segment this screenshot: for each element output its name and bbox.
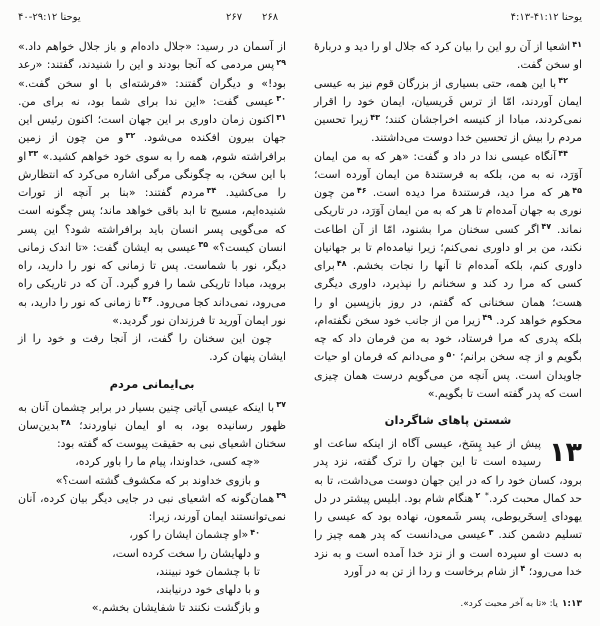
para-john-13-1-4: ۱۳ پیش از عید پِسَخ، عیسی آگاه از اینکه ساعت او رسیده است تا این جهان را ترک گفته، نزد پدر برود، کسان خود را که در این جهان دوست می‌داشت، تا به حد کمال محبت کرد.* $^۲$هنگام شام بود. ابلیس پیشتر در دل یهودای اِسخَریوطی، پسر شَمعون، نهاده بود که عیسی را تسلیم دشمن کند. $^۳$عیسی می‌دانست که پدر همه چیز را به دست او سپرده است و از نزد خدا آمده است و به نزد خدا می‌رود؛ $^۴$از شام برخاست و ردا از تن به در آورد	[314, 437, 583, 578]
chapter-number-dropcap: ۱۳	[549, 437, 582, 469]
verse-number: ۴۴	[558, 149, 568, 158]
footnote-13-1	[314, 597, 582, 612]
footnote-reference: ۱۳:‏۱	[561, 599, 582, 610]
verse-number: ۲۹	[276, 57, 286, 67]
verse-number: ۴۱	[572, 39, 582, 49]
verse-number: ۴۷	[541, 222, 552, 231]
verse-number: ۴۵	[572, 185, 582, 195]
verse-number: ۳۶	[142, 295, 153, 304]
running-head-left-ref: یوحنا ۱۲:‏۲۹-‏۴۰	[18, 12, 81, 23]
para-john-12-41: $^{۴۱}$اشعیا از آن رو این را بیان کرد که جلال او را دید و دربارهٔ او سخن گفت.	[314, 39, 582, 72]
para-john-12-28-36: از آسمان در رسید: «جلال داده‌ام و باز جلال خواهم داد.» $^{۲۹}$پس مردمی که آنجا بودند و این را شنیدند، گفتند: «رعد بود!» و دیگران گفتند: «فرشته‌ای با او سخن گفت.» $^{۳۰}$عیسی گفت: «این ندا برای شما بود، نه برای من. $^{۳۱}$اکنون زمان داوری بر این جهان است؛ اکنون رئیس این جهان بیرون افکنده می‌شود. $^{۳۲}$و من چون از زمین برافراشته شوم، همه را به سوی خود خواهم کشید.» $^{۳۳}$او با این سخن، به چگونگی مرگی اشاره می‌کرد که انتظارش را می‌کشید. $^{۳۴}$مردم گفتند: «بنا بر آنچه از تورات شنیده‌ایم، مسیح تا ابد باقی خواهد ماند؛ پس چگونه است که می‌گویی پسر انسان باید برافراشته شود؟ این پسر انسان کیست؟» $^{۳۵}$عیسی به ایشان گفت: «تا اندک زمانی دیگر، نور با شماست. پس تا زمانی که نور را دارید، راه بروید، مبادا تاریکی شما را فرو گیرد. آن که در تاریکی راه می‌رود، نمی‌داند کجا می‌رود. $^{۳۶}$تا زمانی که نور را دارید، به نور ایمان آورید تا فرزندان نور گردید.»	[18, 40, 287, 327]
verse-number: ۴۳	[370, 112, 380, 122]
verse-number: ۴۰	[250, 527, 260, 537]
poetry-line: و با دلهای خود درنیابند،	[155, 583, 260, 597]
verse-number: ۴۹	[482, 313, 493, 323]
page-268	[314, 38, 582, 618]
verse-number: ۳۷	[276, 400, 286, 410]
poetry-line: و دلهایشان را سخت کرده است،	[112, 546, 260, 560]
para-john-12-44-50: $^{۴۴}$آنگاه عیسی ندا در داد و گفت: «هر که به من ایمان آوَرَد، نه به من، بلکه به فرستندهٔ من ایمان آورده است؛ $^{۴۵}$هر که مرا دید، فرستندهٔ مرا دیده است. $^{۴۶}$من چون نوری به جهان آمده‌ام تا هر که به من ایمان آوَرَد، در تاریکی نماند. $^{۴۷}$اگر کسی سخنان مرا بشنود، امّا از آن اطاعت نکند، من بر او داوری نمی‌کنم؛ زیرا نیامده‌ام تا بر جهانیان داوری کنم، بلکه آمده‌ام تا آنها را نجات بخشم. $^{۴۸}$برای کسی که مرا رد کند و سخنانم را نپذیرد، داوری دیگری هست؛ همان سخنانی که گفتم، در روز بازپسین او را محکوم خواهد کرد. $^{۴۹}$زیرا من از جانب خود سخن نگفته‌ام، بلکه پدری که مرا فرستاد، خود به من فرمان داد که چه بگویم و از چه سخن برانم؛ $^{۵۰}$و می‌دانم که فرمان او حیات جاویدان است. پس آنچه من می‌گویم درست همان چیزی است که پدر گفته است تا بگویم.»	[314, 149, 583, 400]
poetry-line: تا با چشمان خود نبینند،	[155, 564, 260, 578]
verse-number: ۳۸	[60, 418, 71, 428]
poetry-line: و بازگشت نکنند تا شفایشان بخشم.»	[91, 601, 260, 615]
verse-number: ۳۰	[276, 94, 286, 104]
isaiah-quote-2	[18, 526, 260, 617]
page-number-267: ۲۶۷	[226, 12, 243, 23]
verse-number: ۳۲	[125, 130, 136, 140]
para-john-12-37-38: $^{۳۷}$با اینکه عیسی آیاتی چنین بسیار در برابر چشمان آنان به ظهور رسانیده بود، به او ایمان نیاوردند؛ $^{۳۸}$بدین‌سان سخنان اشعیای نبی به حقیقت پیوست که گفته بود:	[18, 400, 286, 451]
verse-number: ۴۲	[558, 76, 568, 85]
isaiah-quote-1	[18, 453, 260, 490]
page-267	[18, 38, 286, 618]
verse-number: ۳	[488, 527, 494, 537]
para-john-12-39: $^{۳۹}$همان‌گونه که اشعیای نبی در جایی دیگر بیان کرده، آنان نمی‌توانستند ایمان آورند، زیرا:	[18, 491, 286, 524]
verse-number: ۵۰	[446, 349, 457, 359]
running-header	[0, 12, 600, 28]
para-john-12-36b: چون این سخنان را گفت، از آنجا رفت و خود را از ایشان پنهان کرد.	[18, 332, 286, 364]
verse-number: ۳۱	[276, 112, 286, 122]
poetry-line: و بازوی خداوند بر که مکشوف گشته است؟»	[55, 473, 260, 487]
verse-number: ۳۹	[276, 491, 286, 501]
running-head-right-ref: یوحنا ۱۲:‏۴۱-‏۱۳:‏۴	[510, 12, 582, 23]
chapter-13-start	[314, 435, 582, 581]
section-heading-footwashing: شستن پاهای شاگردان	[384, 413, 512, 427]
para-john-12-42-43: $^{۴۲}$با این همه، حتی بسیاری از بزرگان قوم نیز به عیسی ایمان آوردند، امّا از ترس فَریسیان، ایمان خود را اقرار نمی‌کردند، مبادا از کنیسه اخراجشان کنند؛ $^{۴۳}$زیرا تحسین مردم را بیش از تحسین خدا دوست می‌داشتند.	[314, 76, 582, 145]
verse-number: ۴۸	[336, 258, 347, 268]
poetry-line: «چه کسی، خداوندا، پیام ما را باور کرده،	[75, 455, 260, 469]
verse-number: ۴	[520, 564, 526, 574]
footnote-marker: *	[484, 491, 489, 501]
poetry-line: $^{۴۰}$«او چشمان ایشان را کور،	[129, 527, 260, 542]
verse-number: ۳۵	[198, 240, 209, 250]
page-columns	[18, 38, 582, 618]
section-heading-unbelief: بی‌ایمانی مردم	[109, 376, 195, 391]
verse-number: ۴۶	[356, 185, 367, 195]
verse-number: ۳۴	[206, 185, 217, 195]
verse-number: ۲	[475, 491, 481, 501]
verse-number: ۳۳	[28, 149, 39, 158]
page-number-268: ۲۶۸	[262, 12, 279, 23]
footnote-text: یا: «تا به آخر محبت کرد».	[460, 599, 558, 610]
